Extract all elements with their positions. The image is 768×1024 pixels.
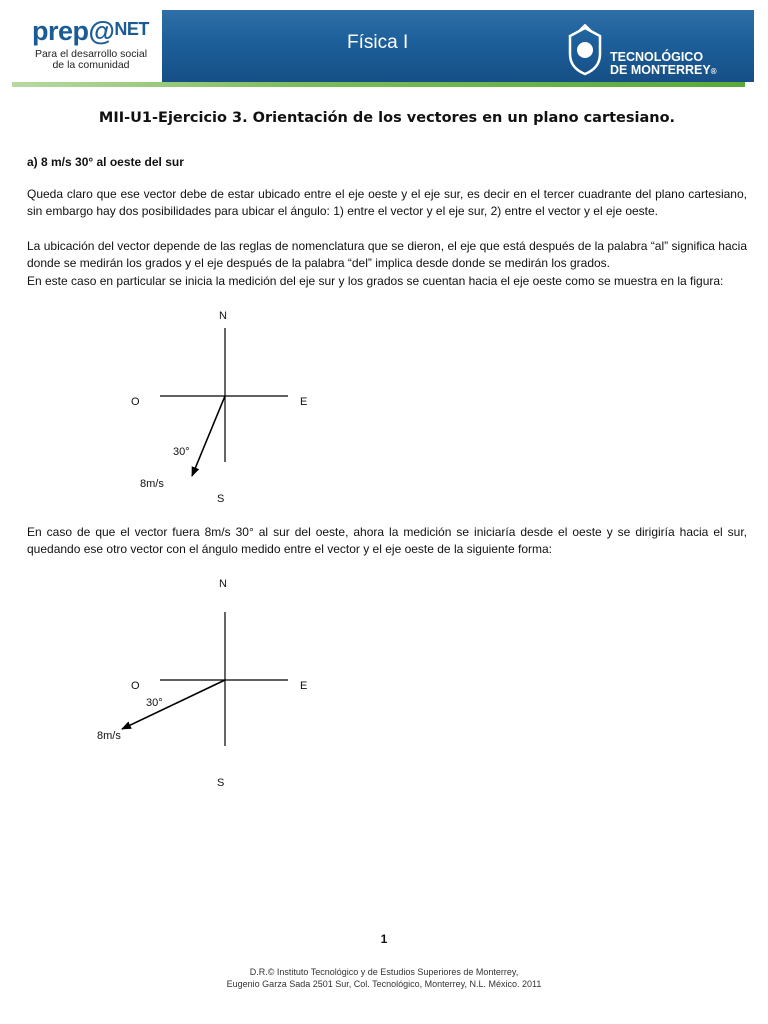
vector-diagram-1: [0, 300, 768, 515]
footer-copyright: D.R.© Instituto Tecnológico y de Estudios Superiores de Monterrey,: [249, 967, 519, 977]
page-number: 1: [380, 932, 388, 946]
east-label: E: [300, 680, 308, 692]
exercise-subheading: a) 8 m/s 30° al oeste del sur: [27, 155, 184, 169]
institution-name: TECNOLÓGICO DE MONTERREY®: [610, 50, 717, 77]
east-label: E: [300, 396, 308, 408]
magnitude-label: 8m/s: [97, 730, 121, 742]
magnitude-label: 8m/s: [140, 478, 164, 490]
paragraph-4: En caso de que el vector fuera 8m/s 30° al sur del oeste, ahora la medición se iniciaría desde el oeste y se dirigiría hacia el sur, quedando ese otro vector con el ángulo medido entre el vector y el eje oeste de la siguiente forma:: [27, 525, 747, 557]
paragraph-1: Queda claro que ese vector debe de estar ubicado entre el eje oeste y el eje sur, es decir en el tercer cuadrante del plano cartesiano, sin embargo hay dos posibilidades para ubicar el ángulo: 1) entre el vector y el eje sur, 2) entre el vector y el eje oeste.: [27, 187, 747, 219]
document-title: MII-U1-Ejercicio 3. Orientación de los vectores en un plano cartesiano.: [98, 110, 676, 126]
course-title: Física I: [347, 32, 409, 53]
prepanet-logo: [12, 10, 162, 82]
footer-address: Eugenio Garza Sada 2501 Sur, Col. Tecnológico, Monterrey, N.L. México. 2011: [226, 979, 542, 989]
paragraph-2: La ubicación del vector depende de las reglas de nomenclatura que se dieron, el eje que está después de la palabra “al” significa hacia donde se medirán los grados y el eje después de la palabra “del” implica desde donde se medirán los grados.: [27, 239, 747, 271]
tec-seal-icon: [564, 24, 606, 78]
vector-arrow: [192, 396, 225, 476]
south-label: S: [217, 493, 225, 505]
north-label: N: [219, 578, 227, 590]
prepanet-tagline: Para el desarrollo social de la comunidad: [34, 48, 148, 71]
angle-label: 30°: [173, 446, 190, 458]
north-label: N: [219, 310, 227, 322]
page-header: [12, 10, 742, 82]
paragraph-3: En este caso en particular se inicia la medición del eje sur y los grados se cuentan hacia el eje oeste como se muestra en la figura:: [27, 274, 724, 288]
prepanet-wordmark: prep@$^{NET}$: [32, 16, 149, 46]
south-label: S: [217, 777, 225, 789]
header-accent-line: [12, 82, 745, 87]
page-footer: [0, 966, 768, 990]
vector-diagram-2: [0, 570, 768, 795]
west-label: O: [131, 680, 140, 692]
west-label: O: [131, 396, 140, 408]
angle-label: 30°: [146, 697, 163, 709]
